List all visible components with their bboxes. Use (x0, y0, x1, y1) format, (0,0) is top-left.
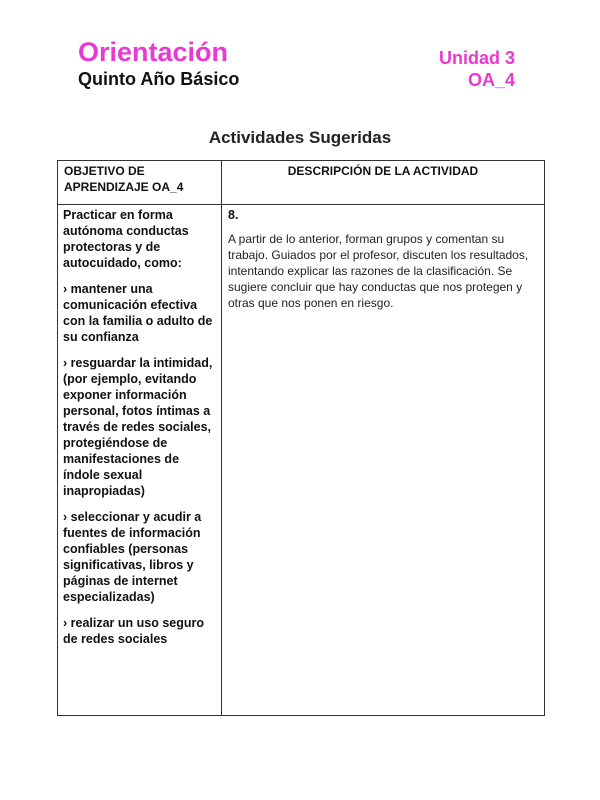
table-body-row (58, 205, 545, 716)
description-header: DESCRIPCIÓN DE LA ACTIVIDAD (222, 161, 545, 205)
oa-code: OA_4 (467, 70, 515, 90)
activity-text: A partir de lo anterior, forman grupos y comentan su trabajo. Guiados por el profesor, discuten los resultados, intentando explicar las razones de la clasificación. Se sugiere concluir que hay conductas que nos protegen y otras que nos ponen en riesgo. (228, 232, 529, 310)
activity-table (57, 160, 545, 716)
objective-item: › seleccionar y acudir a fuentes de información confiables (personas significativas, libros y páginas de internet especializadas) (63, 510, 202, 604)
activity-number: 8. (228, 208, 239, 222)
objective-item: › mantener una comunicación efectiva con la familia o adulto de su confianza (63, 282, 213, 344)
unit-title: Unidad 3 (438, 48, 515, 68)
header-left (78, 36, 239, 90)
objective-intro: Practicar en forma autónoma conductas protectoras y de autocuidado, como: (63, 208, 189, 270)
objective-item: › realizar un uso seguro de redes sociales (63, 616, 205, 646)
objective-item: › resguardar la intimidad, (por ejemplo, evitando exponer información personal, fotos íntimas a través de redes sociales, protegiéndose de manifestaciones de índole sexual inapropiadas) (63, 356, 213, 498)
objective-header: OBJETIVO DE APRENDIZAJE OA_4 (58, 161, 222, 205)
grade-title: Quinto Año Básico (78, 69, 240, 89)
table-header-row (58, 161, 545, 205)
subject-title: Orientación (78, 37, 229, 67)
header-right (439, 47, 515, 91)
section-title: Actividades Sugeridas (208, 128, 392, 147)
objective-cell (58, 205, 222, 716)
description-cell (222, 205, 545, 716)
